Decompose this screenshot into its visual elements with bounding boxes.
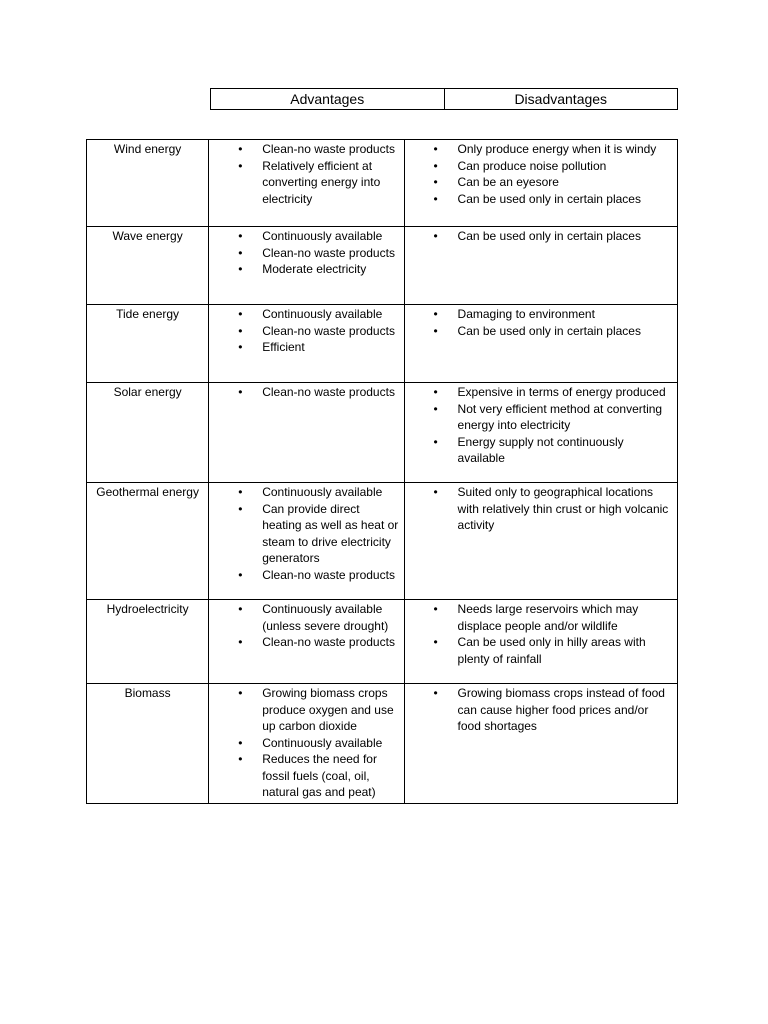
- disadvantages-cell: [404, 600, 677, 684]
- list-item: • Growing biomass crops instead of food can cause higher food prices and/or food shortages: [409, 685, 673, 735]
- disadvantages-list: [409, 141, 673, 207]
- list-item: • Suited only to geographical locations with relatively thin crust or high volcanic activity: [409, 484, 673, 534]
- list-item: • Needs large reservoirs which may displace people and/or wildlife: [409, 601, 673, 634]
- advantages-cell: [209, 483, 404, 600]
- list-item: • Expensive in terms of energy produced: [409, 384, 673, 401]
- advantages-list: [213, 601, 399, 651]
- disadvantages-cell: [404, 227, 677, 305]
- advantages-list: [213, 141, 399, 207]
- energy-source-name: Tide energy: [87, 305, 209, 383]
- advantages-cell: [209, 600, 404, 684]
- list-item: • Moderate electricity: [213, 261, 399, 278]
- energy-source-name: Hydroelectricity: [87, 600, 209, 684]
- advantages-cell: [209, 684, 404, 804]
- list-item: • Can be used only in certain places: [409, 323, 673, 340]
- list-item: • Damaging to environment: [409, 306, 673, 323]
- advantages-header: Advantages: [211, 89, 445, 110]
- list-item: • Clean-no waste products: [213, 141, 399, 158]
- list-item: • Not very efficient method at converting energy into electricity: [409, 401, 673, 434]
- disadvantages-list: [409, 306, 673, 339]
- list-item: • Can be used only in certain places: [409, 191, 673, 208]
- list-item: • Only produce energy when it is windy: [409, 141, 673, 158]
- list-item: • Can be used only in certain places: [409, 228, 673, 245]
- advantages-cell: [209, 383, 404, 483]
- disadvantages-cell: [404, 483, 677, 600]
- list-item: • Continuously available: [213, 484, 399, 501]
- energy-source-name: Wave energy: [87, 227, 209, 305]
- energy-source-name: Wind energy: [87, 140, 209, 227]
- list-item: • Clean-no waste products: [213, 323, 399, 340]
- disadvantages-list: [409, 484, 673, 534]
- disadvantages-list: [409, 384, 673, 467]
- list-item: • Continuously available: [213, 228, 399, 245]
- table-row: [87, 140, 678, 227]
- list-item: • Relatively efficient at converting energy into electricity: [213, 158, 399, 208]
- energy-comparison-table: [86, 139, 678, 804]
- energy-source-name: Geothermal energy: [87, 483, 209, 600]
- disadvantages-cell: [404, 684, 677, 804]
- table-row: [87, 684, 678, 804]
- table-row: [87, 600, 678, 684]
- energy-source-name: Solar energy: [87, 383, 209, 483]
- list-item: • Continuously available: [213, 735, 399, 752]
- list-item: • Clean-no waste products: [213, 245, 399, 262]
- table-row: [87, 305, 678, 383]
- disadvantages-header: Disadvantages: [444, 89, 678, 110]
- table-row: [87, 227, 678, 305]
- list-item: • Clean-no waste products: [213, 384, 399, 401]
- list-item: • Growing biomass crops produce oxygen and use up carbon dioxide: [213, 685, 399, 735]
- disadvantages-cell: [404, 140, 677, 227]
- list-item: • Can produce noise pollution: [409, 158, 673, 175]
- list-item: • Can provide direct heating as well as heat or steam to drive electricity generators: [213, 501, 399, 567]
- list-item: • Can be an eyesore: [409, 174, 673, 191]
- table-row: [87, 483, 678, 600]
- list-item: • Efficient: [213, 339, 399, 356]
- list-item: • Can be used only in hilly areas with plenty of rainfall: [409, 634, 673, 667]
- disadvantages-list: [409, 228, 673, 245]
- list-item: • Continuously available (unless severe drought): [213, 601, 399, 634]
- energy-source-name: Biomass: [87, 684, 209, 804]
- advantages-list: [213, 484, 399, 583]
- disadvantages-list: [409, 685, 673, 735]
- table-row: [87, 383, 678, 483]
- disadvantages-cell: [404, 305, 677, 383]
- column-header-table: [210, 88, 678, 110]
- advantages-list: [213, 685, 399, 801]
- list-item: • Energy supply not continuously available: [409, 434, 673, 467]
- list-item: • Reduces the need for fossil fuels (coal, oil, natural gas and peat): [213, 751, 399, 801]
- list-item: • Continuously available: [213, 306, 399, 323]
- list-item: • Clean-no waste products: [213, 634, 399, 651]
- advantages-list: [213, 306, 399, 356]
- disadvantages-cell: [404, 383, 677, 483]
- advantages-cell: [209, 227, 404, 305]
- list-item: • Clean-no waste products: [213, 567, 399, 584]
- advantages-list: [213, 384, 399, 401]
- advantages-list: [213, 228, 399, 278]
- advantages-cell: [209, 140, 404, 227]
- disadvantages-list: [409, 601, 673, 667]
- advantages-cell: [209, 305, 404, 383]
